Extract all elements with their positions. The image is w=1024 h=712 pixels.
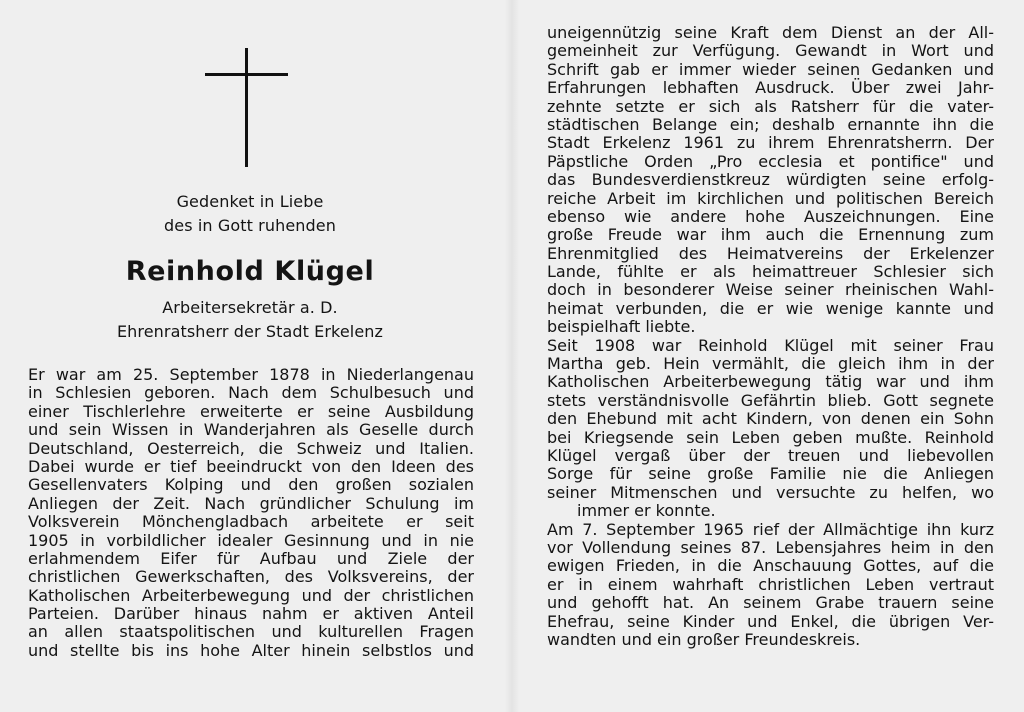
text-line: erlahmendem Eifer für Aufbau und Ziele der — [28, 548, 474, 568]
text-line: und stellte bis ins hohe Alter hinein selbstlos und — [28, 640, 474, 660]
text-line: christlichen Gewerkschaften, des Volksvereins, der — [28, 567, 474, 587]
text-line: doch in besonderer Weise seiner rheinischen Wahl- — [547, 280, 994, 300]
text-line: heimat verbunden, die er wie wenige kannte und — [547, 298, 994, 318]
cross-horizontal-bar — [205, 73, 288, 76]
text-line: den Ehebund mit acht Kindern, von denen ein Sohn — [547, 409, 994, 429]
text-line: zehnte setzte er sich als Ratsherr für die vater- — [547, 96, 994, 116]
text-line: er in einem wahrhaft christlichen Leben vertraut — [547, 574, 994, 594]
text-line: beispielhaft liebte. — [547, 317, 696, 337]
text-line: Gesellenvaters Kolping und den großen sozialen — [28, 475, 474, 495]
text-line: Sorge für seine große Familie nie die Anliegen — [547, 464, 994, 484]
text-line: an allen staatspolitischen und kulturellen Fragen — [28, 622, 474, 642]
text-line: städtischen Belange ein; deshalb ernannte ihn die — [547, 114, 994, 134]
text-line: Parteien. Darüber hinaus nahm er aktiven Anteil — [28, 604, 474, 624]
text-line: das Bundesverdienstkreuz würdigten seine erfolg- — [547, 170, 994, 190]
text-line: Katholischen Arbeiterbewegung und der christlichen — [28, 585, 474, 605]
text-line: große Freude war ihm auch die Ernennung zum — [547, 225, 994, 245]
text-line: gemeinheit zur Verfügung. Gewandt in Wort und — [547, 41, 994, 61]
text-line: seiner Mitmenschen und versuchte zu helfen, wo — [547, 482, 994, 502]
text-line: Dabei wurde er tief beeindruckt von den Ideen des — [28, 456, 474, 476]
text-line: wandten und ein großer Freundeskreis. — [547, 629, 861, 649]
text-line: stets verständnisvolle Gefährtin blieb. Gott segnete — [547, 390, 994, 410]
text-line: und gehofft hat. An seinem Grabe trauern seine — [547, 593, 994, 613]
text-line: Katholischen Arbeiterbewegung tätig war und ihm — [547, 372, 994, 392]
text-line: Anliegen der Zeit. Nach gründlicher Schulung im — [28, 493, 474, 513]
text-line: vor Vollendung seines 87. Lebensjahres heim in den — [547, 537, 994, 557]
text-line: Martha geb. Hein vermählt, die gleich ihm in der — [547, 354, 994, 374]
text-line: Er war am 25. September 1878 in Niederlangenau — [28, 365, 474, 384]
text-line: Deutschland, Oesterreich, die Schweiz und Italien. — [28, 438, 474, 458]
text-line: und sein Wissen in Wanderjahren als Geselle durch — [28, 420, 474, 440]
text-line: uneigennützig seine Kraft dem Dienst an der All- — [547, 23, 994, 42]
cross-vertical-bar — [245, 48, 248, 167]
text-line: Ehefrau, seine Kinder und Enkel, die übrigen Ver- — [547, 611, 994, 631]
deceased-name: Reinhold Klügel — [125, 256, 375, 287]
text-line: Klügel vergaß über der treuen und liebevollen — [547, 445, 994, 465]
biography-left-column — [28, 366, 474, 660]
card-fold — [505, 0, 519, 712]
text-line: in Schlesien geboren. Nach dem Schulbesuch und — [28, 383, 474, 403]
text-line: immer er konnte. — [577, 501, 716, 521]
text-line: Lande, fühlte er als heimattreuer Schlesier sich — [547, 262, 994, 282]
text-line: Ehrenmitglied des Heimatvereins der Erkelenzer — [547, 243, 994, 263]
subtitle-honorary: Ehrenratsherr der Stadt Erkelenz — [116, 322, 384, 341]
dedication-line-1: Gedenket in Liebe — [176, 192, 324, 211]
text-line: Schrift gab er immer wieder seinen Gedanken und — [547, 59, 994, 79]
dedication-line-2: des in Gott ruhenden — [164, 216, 336, 235]
text-line: ewigen Frieden, in die Anschauung Gottes, auf die — [547, 556, 994, 576]
text-line: Volksverein Mönchengladbach arbeitete er seit — [28, 512, 474, 532]
biography-right-column — [547, 24, 994, 649]
text-line: reiche Arbeit im kirchlichen und politischen Bereich — [547, 188, 994, 208]
text-line: Am 7. September 1965 rief der Allmächtige ihn kurz — [547, 519, 994, 539]
text-line: Päpstliche Orden „Pro ecclesia et pontifice" und — [547, 151, 994, 171]
text-line: einer Tischlerlehre erweiterte er seine Ausbildung — [28, 401, 474, 421]
subtitle-occupation: Arbeitersekretär a. D. — [162, 298, 338, 317]
text-line: ebenso wie andere hohe Auszeichnungen. Eine — [547, 206, 994, 226]
text-line: bei Kriegsende sein Leben geben mußte. Reinhold — [547, 427, 994, 447]
text-line: Seit 1908 war Reinhold Klügel mit seiner Frau — [547, 335, 994, 355]
text-line: 1905 in vorbildlicher idealer Gesinnung und in nie — [28, 530, 474, 550]
text-line: Stadt Erkelenz 1961 zu ihrem Ehrenratsherrn. Der — [547, 133, 994, 153]
text-line: Erfahrungen lebhaften Ausdruck. Über zwei Jahr- — [547, 78, 994, 98]
